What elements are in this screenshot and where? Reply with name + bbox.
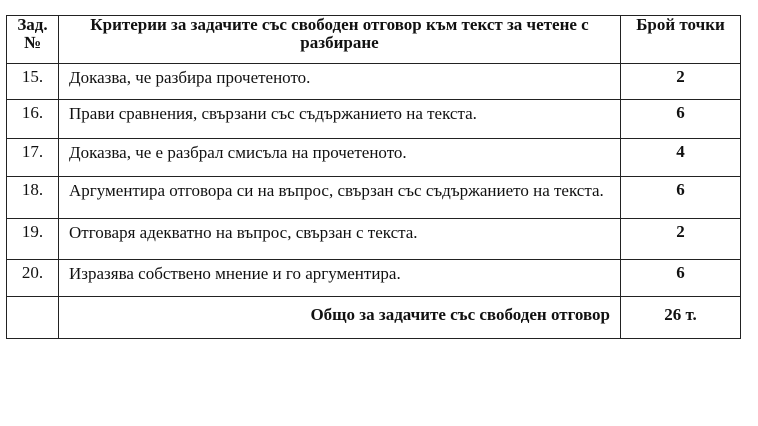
task-criterion: Аргументира отговора си на въпрос, свързан със съдържанието на текста. bbox=[59, 177, 621, 219]
table-row bbox=[7, 260, 741, 297]
task-number: 16. bbox=[7, 100, 59, 139]
task-points: 4 bbox=[621, 139, 741, 177]
table-header-row bbox=[7, 16, 741, 64]
table-row bbox=[7, 139, 741, 177]
criteria-table bbox=[6, 15, 741, 339]
table-row bbox=[7, 100, 741, 139]
task-points: 6 bbox=[621, 260, 741, 297]
header-criteria: Критерии за задачите със свободен отговор към текст за четене с разбиране bbox=[59, 16, 621, 64]
table-row bbox=[7, 219, 741, 260]
task-points: 2 bbox=[621, 64, 741, 100]
table-row bbox=[7, 64, 741, 100]
header-points: Брой точки bbox=[621, 16, 741, 64]
task-criterion: Отговаря адекватно на въпрос, свързан с текста. bbox=[59, 219, 621, 260]
total-row bbox=[7, 297, 741, 339]
task-points: 6 bbox=[621, 177, 741, 219]
table-row bbox=[7, 177, 741, 219]
task-criterion: Доказва, че разбира прочетеното. bbox=[59, 64, 621, 100]
task-criterion: Прави сравнения, свързани със съдържанието на текста. bbox=[59, 100, 621, 139]
task-points: 6 bbox=[621, 100, 741, 139]
total-points: 26 т. bbox=[621, 297, 741, 339]
task-number: 19. bbox=[7, 219, 59, 260]
task-number: 17. bbox=[7, 139, 59, 177]
task-number: 20. bbox=[7, 260, 59, 297]
task-criterion: Доказва, че е разбрал смисъла на прочетеното. bbox=[59, 139, 621, 177]
task-number: 18. bbox=[7, 177, 59, 219]
total-label: Общо за задачите със свободен отговор bbox=[59, 297, 621, 339]
task-number: 15. bbox=[7, 64, 59, 100]
header-task-number: Зад. № bbox=[7, 16, 59, 64]
total-empty-cell bbox=[7, 297, 59, 339]
task-criterion: Изразява собствено мнение и го аргументира. bbox=[59, 260, 621, 297]
task-points: 2 bbox=[621, 219, 741, 260]
